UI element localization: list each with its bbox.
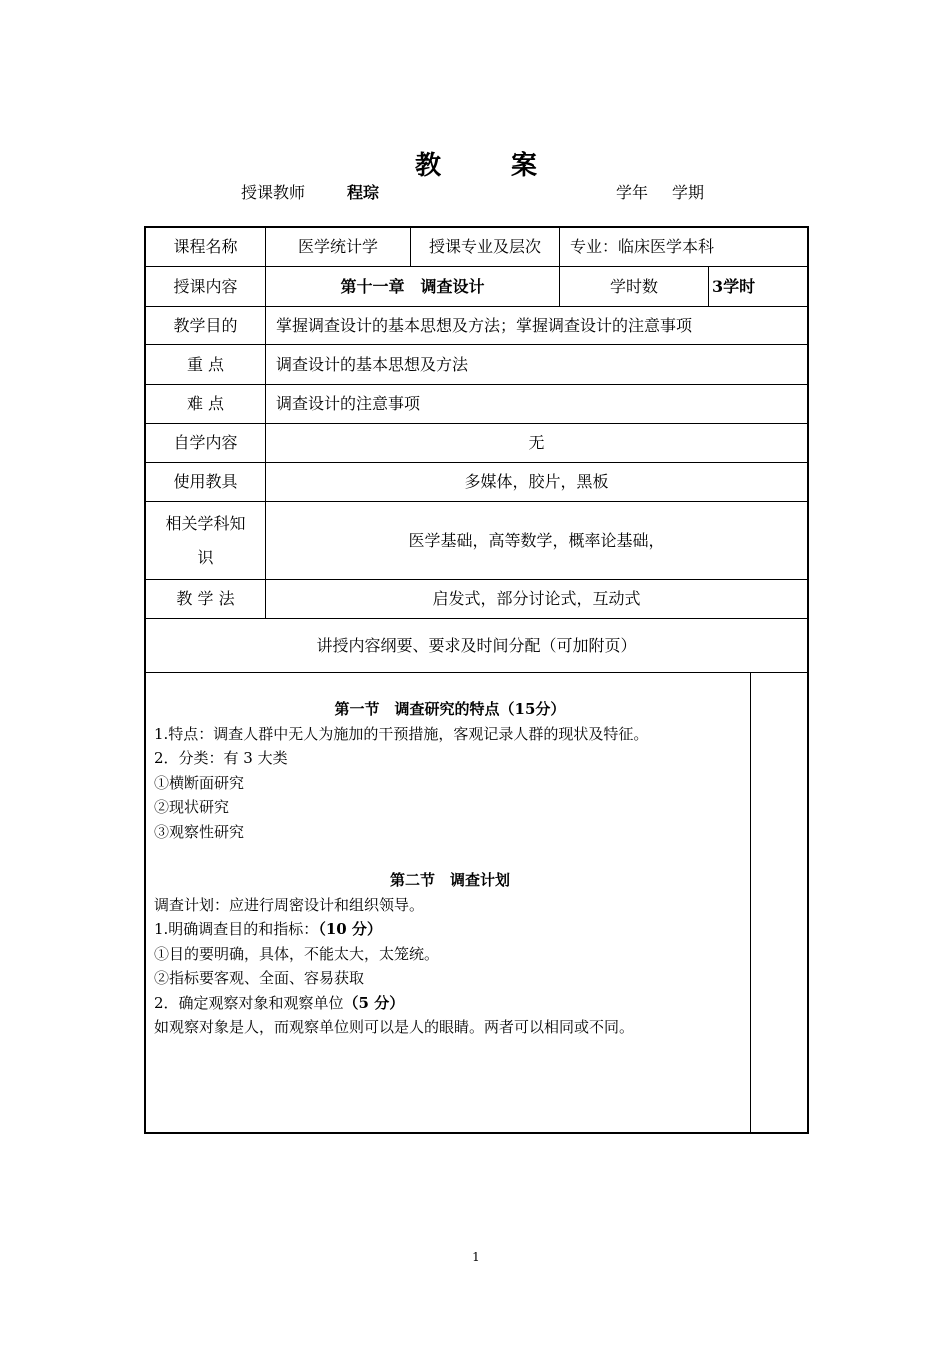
objective-label: 教学目的 [173, 315, 238, 335]
course-name-label: 课程名称 [173, 237, 238, 257]
content-label: 授课内容 [173, 276, 238, 296]
s1-line2: 2．分类：有 3 大类 [154, 749, 288, 767]
s2-item2: ②指标要客观、全面、容易获取 [154, 969, 365, 987]
teacher-label: 授课教师 [241, 183, 306, 202]
key-points: 调查设计的基本思想及方法 [276, 354, 469, 374]
related-label-line2: 识 [197, 547, 214, 567]
related-label [146, 502, 265, 579]
section1-title: 第一节 调查研究的特点（15分） [334, 700, 566, 718]
s1-item1: ①横断面研究 [154, 773, 245, 792]
teaching-method: 启发式，部分讨论式，互动式 [432, 589, 641, 609]
key-points-label: 重 点 [186, 354, 225, 374]
s1-item2: ②现状研究 [154, 798, 230, 816]
page-number: 1 [472, 1250, 480, 1264]
related-subjects: 医学基础，高等数学，概率论基础， [408, 530, 665, 550]
s2-line1: 调查计划：应进行周密设计和组织领导。 [154, 895, 425, 914]
major-level: 专业：临床医学本科 [570, 237, 715, 257]
title-char-1: 教 [414, 151, 441, 181]
aids-label: 使用教具 [173, 472, 238, 492]
objective: 掌握调查设计的基本思想及方法；掌握调查设计的注意事项 [276, 315, 693, 335]
related-label-line1: 相关学科知 [165, 513, 246, 533]
s2-item1: ①目的要明确，具体，不能太大，太笼统。 [154, 944, 440, 963]
difficulties: 调查设计的注意事项 [276, 394, 421, 414]
self-study-label: 自学内容 [173, 433, 238, 453]
s2-line4: 如观察对象是人，而观察单位则可以是人的眼睛。两者可以相同或不同。 [154, 1018, 635, 1036]
s1-item3: ③观察性研究 [154, 822, 245, 841]
outline-header: 讲授内容纲要、要求及时间分配（可加附页） [316, 635, 637, 655]
method-label: 教 学 法 [176, 589, 235, 609]
hours-value: 3学时 [712, 276, 756, 296]
self-study: 无 [528, 433, 545, 453]
section2-title: 第二节 调查计划 [389, 871, 510, 889]
teacher-name: 程琮 [347, 183, 380, 202]
teacher-line [0, 180, 952, 204]
s2-line2: 1.明确调查目的和指标：（10 分） [154, 920, 382, 938]
outline-body [146, 673, 750, 1132]
major-level-label: 授课专业及层次 [428, 237, 541, 257]
s2-line3: 2．确定观察对象和观察单位（5 分） [154, 993, 405, 1012]
lesson-content: 第十一章 调查设计 [340, 276, 485, 296]
teaching-aids: 多媒体，胶片，黑板 [464, 472, 609, 492]
lesson-plan-table [144, 226, 809, 1134]
year-label: 学年 [616, 183, 649, 202]
term-label: 学期 [672, 183, 705, 202]
course-name: 医学统计学 [297, 237, 378, 257]
document-title [0, 145, 952, 182]
s1-line1: 1.特点：调查人群中无人为施加的干预措施，客观记录人群的现状及特征。 [154, 724, 649, 743]
difficulties-label: 难 点 [186, 394, 225, 414]
title-char-2: 案 [511, 151, 538, 181]
hours-label: 学时数 [609, 276, 658, 296]
